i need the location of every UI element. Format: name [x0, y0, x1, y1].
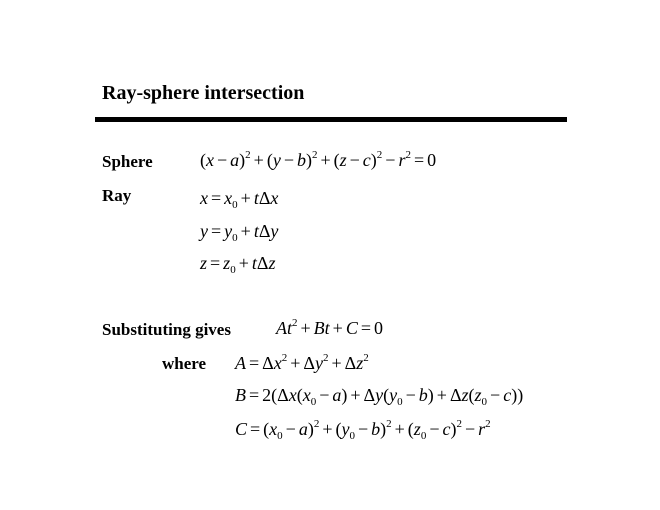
coefficient-a: $A = \Delta x^2 + \Delta y^2 + \Delta z^2$ [235, 352, 369, 373]
ray-equation-z: $z = z_0 + t\Delta z$ [200, 253, 276, 276]
ray-equation-y: $y = y_0 + t\Delta y$ [200, 221, 279, 244]
ray-equation-x: $x = x_0 + t\Delta x$ [200, 188, 279, 211]
slide-title: Ray-sphere intersection [102, 82, 305, 104]
sphere-label: Sphere [102, 152, 153, 171]
coefficient-c: $C = (x_0 - a)^2 + (y_0 - b)^2 + (z_0 - c)^2 - r^2$ [235, 418, 491, 442]
sphere-equation: $(x - a)^2 + (y - b)^2 + (z - c)^2 - r^2 = 0$ [200, 149, 437, 170]
title-underline [95, 117, 567, 122]
ray-label: Ray [102, 186, 132, 205]
quadratic-equation: $At^2 + Bt + C = 0$ [276, 317, 383, 338]
where-label: where [162, 354, 207, 373]
coefficient-b: $B = 2(\Delta x(x_0 - a) + \Delta y(y_0 - b) + \Delta z(z_0 - c))$ [235, 385, 524, 408]
substituting-label: Substituting gives [102, 320, 231, 339]
